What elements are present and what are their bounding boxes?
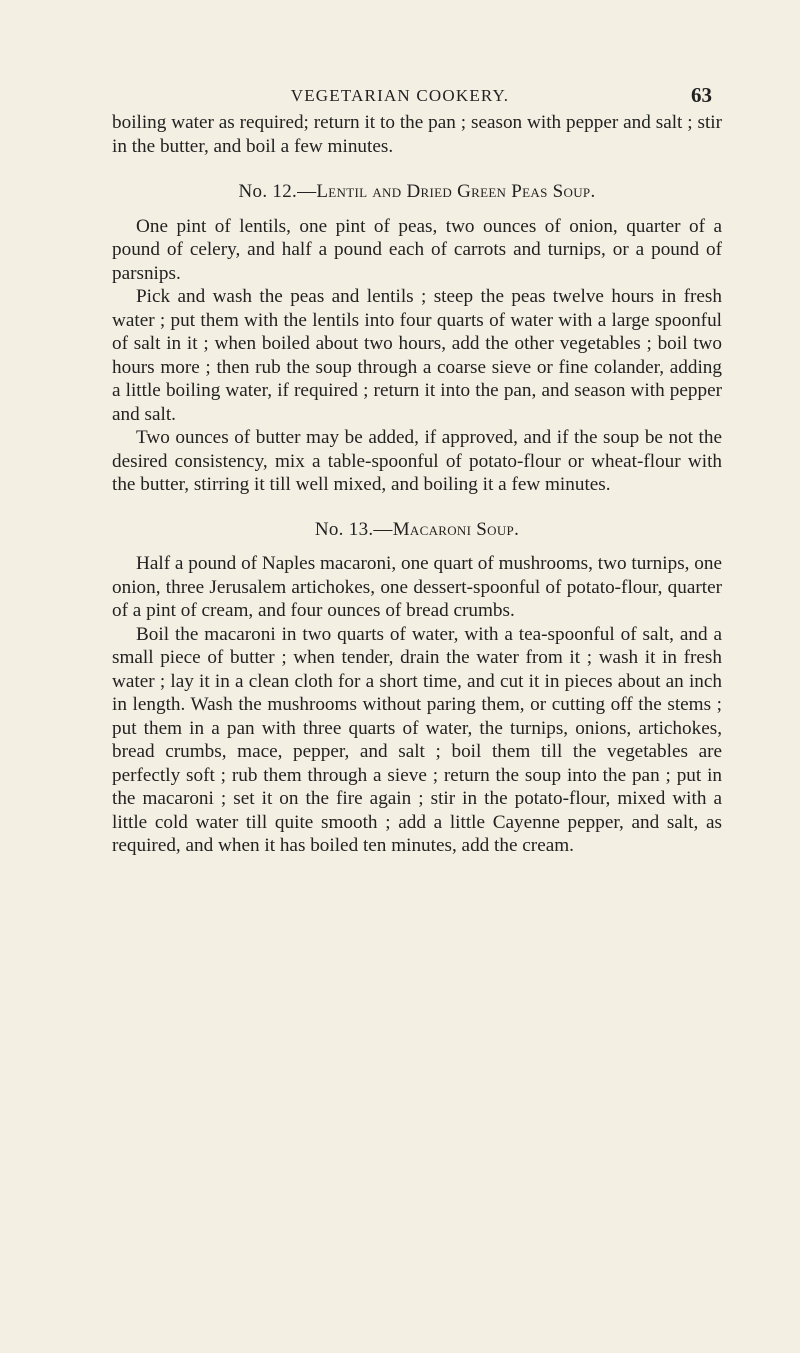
running-title: VEGETARIAN COOKERY. <box>290 86 510 105</box>
paragraph: Two ounces of butter may be added, if approved, and if the soup be not the desired consistency, mix a table-spoonful of potato-flour or wheat-flour with the butter, stirring it till well mixed, and boiling it a few minutes. <box>112 427 722 495</box>
recipe-title: Macaroni Soup. <box>392 518 520 540</box>
page-content <box>112 111 722 858</box>
paragraph: One pint of lentils, one pint of peas, two ounces of onion, quarter of a pound of celery, and half a pound each of carrots and turnips, or a pound of parsnips. <box>112 215 722 284</box>
paragraph: Boil the macaroni in two quarts of water, with a tea-spoonful of salt, and a small piece of butter ; when tender, drain the water from it ; wash it in fresh water ; lay it in a clean cloth for a short time, and cut it in pieces about an inch in length. Wash the mushrooms without paring them, or cutting off the stems ; put them in a pan with three quarts of water, the turnips, onions, artichokes, bread crumbs, mace, pepper, and salt ; boil them till the vegetables are perfectly soft ; rub them through a sieve ; return the soup into the pan ; put in the macaroni ; set it on the fire again ; stir in the potato-flour, mixed with a little cold water till quite smooth ; add a little Cayenne pepper, and salt, as required, and when it has boiled ten minutes, add the cream. <box>112 623 722 856</box>
recipe-heading-13 <box>112 518 722 542</box>
recipe-number: No. 13.— <box>314 518 393 540</box>
continued-paragraph: boiling water as required; return it to the pan ; season with pepper and salt ; stir in the butter, and boil a few minutes. <box>112 112 722 157</box>
recipe-number: No. 12.— <box>238 181 317 202</box>
page-number: 63 <box>691 83 712 107</box>
recipe-title: Lentil and Dried Green Peas Soup. <box>316 181 596 202</box>
paragraph: Half a pound of Naples macaroni, one quart of mushrooms, two turnips, one onion, three Jerusalem artichokes, one dessert-spoonful of potato-flour, quarter of a pint of cream, and four ounces of bread crumbs. <box>112 553 722 621</box>
recipe-heading-12 <box>112 180 722 204</box>
paragraph: Pick and wash the peas and lentils ; steep the peas twelve hours in fresh water ; put them with the lentils into four quarts of water with a large spoonful of salt in it ; when boiled about two hours, add the other vegetables ; boil two hours more ; then rub the soup through a coarse sieve or fine colander, adding a little boiling water, if required ; return it into the pan, and season with pepper and salt. <box>112 286 722 425</box>
